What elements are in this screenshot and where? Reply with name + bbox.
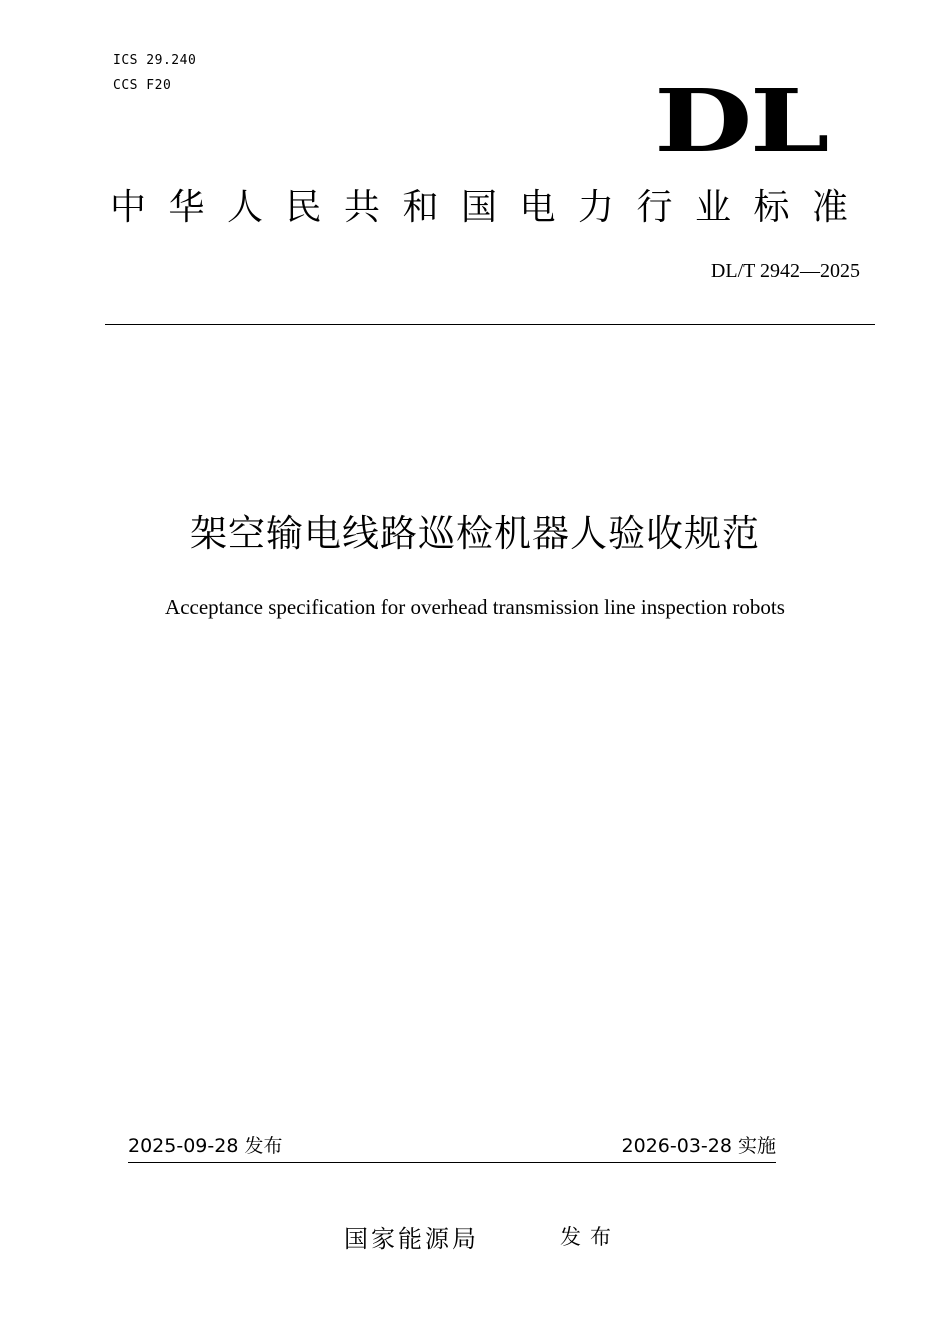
standard-type-heading: 中华人民共和国电力行业标准 [110,187,871,228]
ics-code: ICS 29.240 [113,53,197,68]
release-date: 2025-09-28 发布 [128,1135,283,1157]
document-title-english: Acceptance specification for overhead transmission line inspection robots [165,595,785,619]
classification-codes [113,48,196,98]
dl-logo: DL [654,71,827,172]
implementation-date: 2026-03-28 实施 [621,1135,776,1157]
date-row [128,1132,776,1162]
issuing-authority: 国家能源局 [344,1225,479,1253]
standard-number: DL/T 2942—2025 [710,260,860,282]
document-title-chinese: 架空输电线路巡检机器人验收规范 [190,512,760,555]
ccs-code: CCS F20 [113,78,172,93]
publish-label: 发布 [560,1225,620,1249]
top-divider [105,324,875,325]
bottom-divider [128,1162,776,1163]
